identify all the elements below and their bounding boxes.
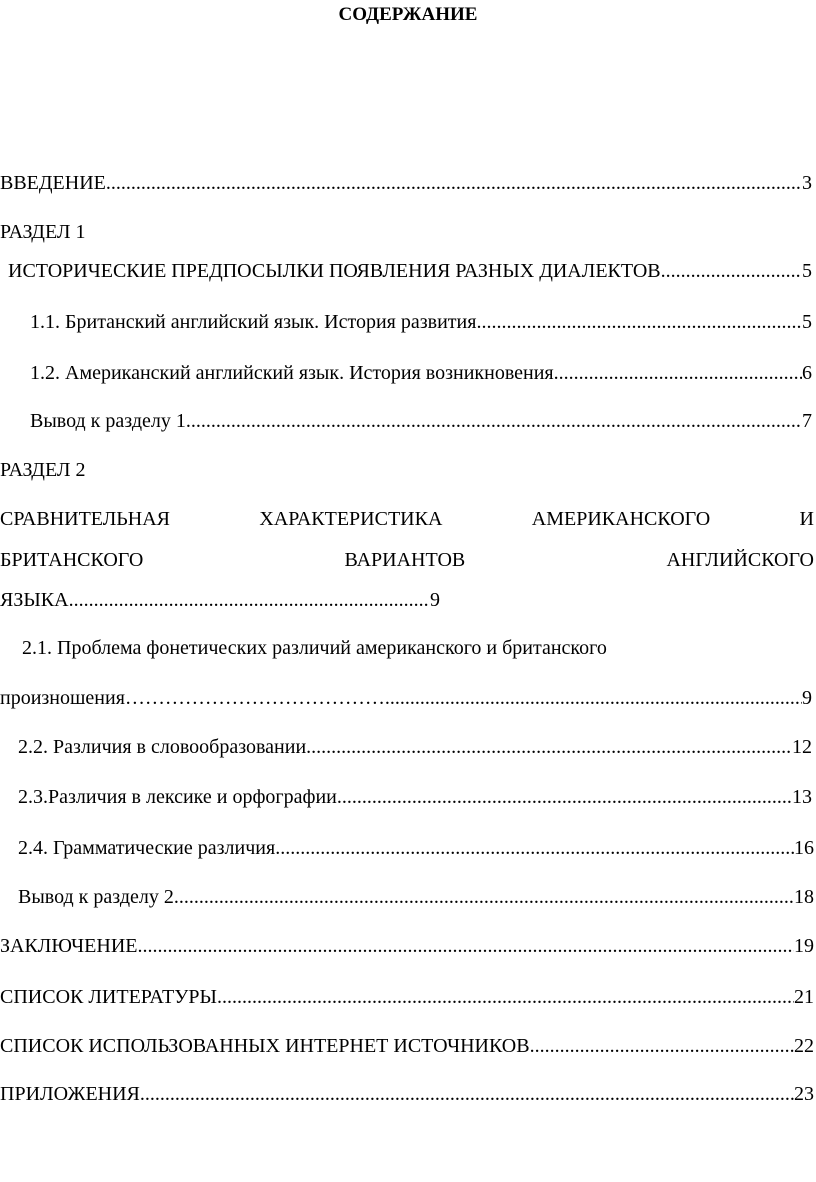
title-word: СРАВНИТЕЛЬНАЯ (0, 508, 171, 530)
toc-entry-page: 19 (794, 935, 814, 957)
toc-entry-2-3 (18, 784, 812, 810)
toc-entry-page: 21 (794, 986, 814, 1008)
toc-entry-page: 5 (802, 311, 812, 333)
dot-leader (476, 309, 802, 335)
toc-entry-page: 9 (430, 589, 440, 611)
dot-leader (186, 408, 802, 434)
toc-entry-section-2-title-line-2 (0, 547, 814, 573)
toc-entry-page: 3 (802, 172, 812, 194)
toc-entry-page: 7 (802, 410, 812, 432)
toc-entry-page: 9 (802, 687, 812, 709)
toc-entry-label: ИСТОРИЧЕСКИЕ ПРЕДПОСЫЛКИ ПОЯВЛЕНИЯ РАЗНЫХ ДИАЛЕКТОВ (8, 260, 661, 282)
toc-entry-page: 23 (794, 1083, 814, 1105)
toc-entry-label: 2.3.Различия в лексике и орфографии (18, 786, 337, 808)
toc-entry-label: ЯЗЫКА (0, 589, 69, 611)
toc-entry-label: СПИСОК ЛИТЕРАТУРЫ (0, 986, 217, 1008)
ellipsis-leader: ………………………………… (124, 687, 385, 709)
toc-entry-page: 18 (794, 886, 814, 908)
toc-entry-conclusion (0, 933, 814, 959)
toc-entry-page: 6 (802, 362, 812, 384)
toc-entry-label: 2.4. Грамматические различия (18, 837, 276, 859)
dot-leader (106, 170, 802, 196)
toc-entry-section-2-title-line-1 (0, 506, 814, 532)
title-word: АМЕРИКАНСКОГО (531, 508, 711, 530)
dot-leader (306, 734, 792, 760)
dot-leader (275, 835, 794, 861)
toc-entry-section-1-title (8, 258, 812, 284)
title-word: ХАРАКТЕРИСТИКА (259, 508, 443, 530)
toc-entry-label: 2.2. Различия в словообразовании (18, 736, 307, 758)
toc-entry-literature (0, 984, 814, 1010)
toc-entry-page: 16 (794, 837, 814, 859)
toc-entry-page: 22 (794, 1035, 814, 1057)
toc-entry-label: ПРИЛОЖЕНИЯ (0, 1083, 140, 1105)
toc-entry-label: Вывод к разделу 1 (30, 410, 186, 432)
toc-entry-label: ВВЕДЕНИЕ (0, 172, 106, 194)
toc-entry-internet-sources (0, 1033, 814, 1059)
toc-entry-page: 13 (792, 786, 812, 808)
dot-leader (530, 1033, 794, 1059)
toc-entry-2-1-line-1: 2.1. Проблема фонетических различий американского и британского (22, 637, 607, 659)
toc-entry-2-2 (18, 734, 812, 760)
toc-entry-page: 12 (792, 736, 812, 758)
toc-entry-1-1 (30, 309, 812, 335)
toc-entry-label: 1.2. Американский английский язык. История возникновения (30, 362, 554, 384)
toc-entry-appendices (0, 1081, 814, 1107)
page-title: СОДЕРЖАНИЕ (338, 4, 478, 25)
toc-entry-2-4 (18, 835, 814, 861)
title-word: АНГЛИЙСКОГО (666, 549, 814, 571)
section-2-heading: РАЗДЕЛ 2 (0, 459, 86, 481)
toc-entry-section-2-conclusion (18, 884, 814, 910)
section-1-heading: РАЗДЕЛ 1 (0, 221, 86, 243)
toc-entry-2-1-line-2 (0, 685, 812, 711)
toc-entry-label: Вывод к разделу 2 (18, 886, 174, 908)
dot-leader (140, 1081, 794, 1107)
toc-entry-label: СПИСОК ИСПОЛЬЗОВАННЫХ ИНТЕРНЕТ ИСТОЧНИКОВ (0, 1035, 530, 1057)
dot-leader (661, 258, 802, 284)
dot-leader (137, 933, 794, 959)
title-word: БРИТАНСКОГО (0, 549, 144, 571)
toc-entry-1-2 (30, 360, 812, 386)
dot-leader (174, 884, 794, 910)
toc-entry-label: произношения (0, 687, 125, 709)
title-word: И (799, 508, 814, 530)
toc-entry-section-2-title-line-3 (0, 587, 440, 613)
toc-entry-page: 5 (802, 260, 812, 282)
dot-leader (69, 587, 430, 613)
toc-entry-intro (0, 170, 812, 196)
toc-entry-section-1-conclusion (30, 408, 812, 434)
dot-leader (337, 784, 792, 810)
toc-entry-label: ЗАКЛЮЧЕНИЕ (0, 935, 138, 957)
dot-leader (217, 984, 794, 1010)
dot-leader (554, 360, 802, 386)
dot-leader (385, 685, 802, 711)
title-word: ВАРИАНТОВ (344, 549, 466, 571)
toc-entry-label: 1.1. Британский английский язык. История развития (30, 311, 477, 333)
